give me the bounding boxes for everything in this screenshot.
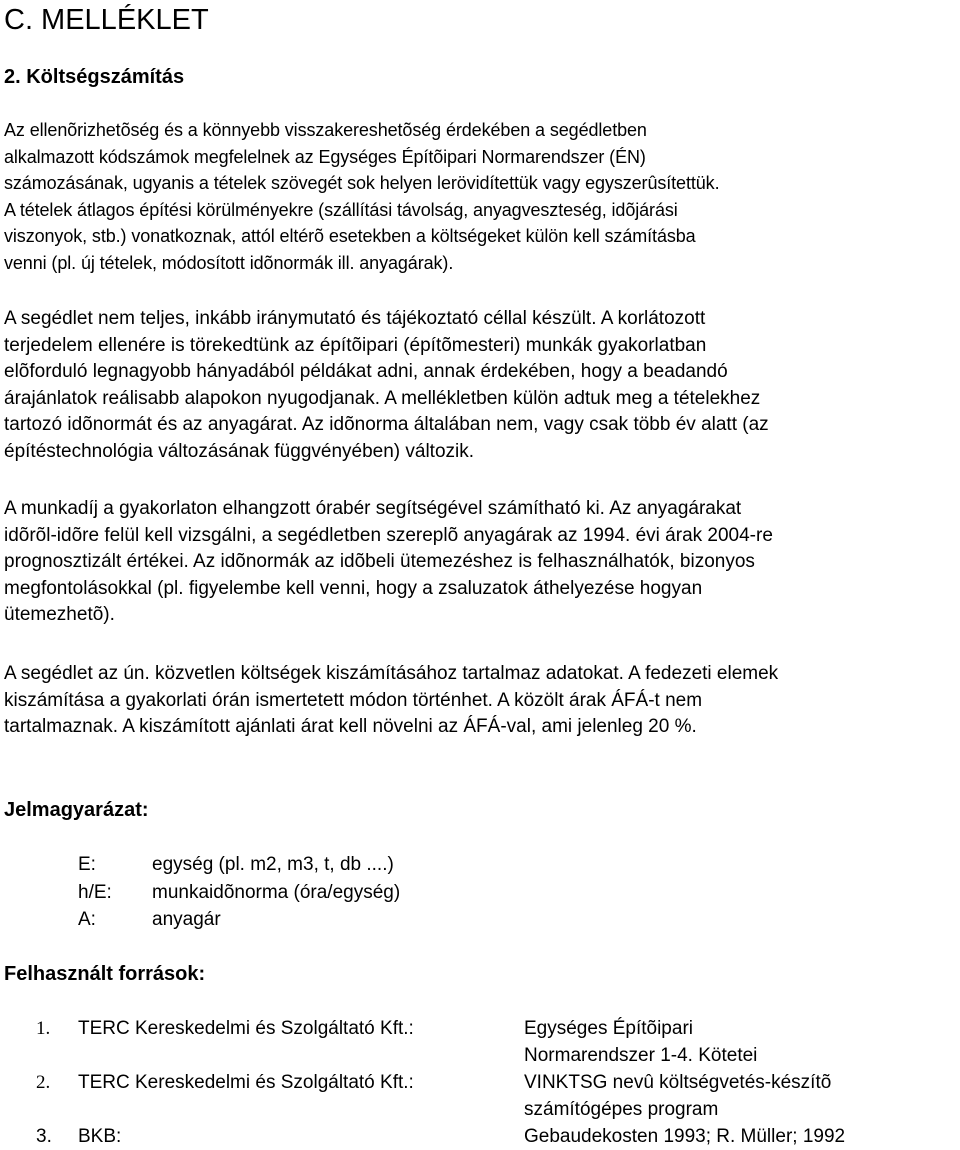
legend-key: E: bbox=[78, 854, 96, 875]
legend-title: Jelmagyarázat: bbox=[4, 799, 149, 821]
appendix-title: C. MELLÉKLET bbox=[4, 4, 209, 36]
legend-value: anyagár bbox=[152, 909, 221, 930]
source-description: Normarendszer 1-4. Kötetei bbox=[524, 1045, 758, 1066]
paragraph-line: Az ellenõrizhetõség és a könnyebb visszakereshetõség érdekében a segédletben bbox=[4, 120, 647, 140]
legend-key: A: bbox=[78, 909, 96, 930]
paragraph-wages bbox=[4, 496, 956, 629]
source-description: Egységes Építõipari bbox=[524, 1018, 693, 1039]
paragraph-line: tartozó idõnormát és az anyagárat. Az idõnorma általában nem, vagy csak több év alatt (az bbox=[4, 414, 769, 436]
source-description: Gebaudekosten 1993; R. Müller; 1992 bbox=[524, 1126, 846, 1147]
paragraph-line: viszonyok, stb.) vonatkoznak, attól eltérõ esetekben a költségeket külön kell számításba bbox=[4, 226, 696, 247]
legend-value: munkaidõnorma (óra/egység) bbox=[152, 882, 401, 903]
paragraph-line: kiszámítása a gyakorlati órán ismertetett módon történhet. A közölt árak ÁFÁ-t nem bbox=[4, 689, 703, 711]
paragraph-line: A tételek átlagos építési körülményekre (szállítási távolság, anyagveszteség, idõjárási bbox=[4, 199, 678, 220]
source-number: 2. bbox=[36, 1072, 51, 1093]
paragraph-scope bbox=[4, 306, 956, 466]
paragraph-line: terjedelem ellenére is törekedtünk az építõipari (építõmesteri) munkák gyakorlatban bbox=[4, 334, 707, 356]
source-name: TERC Kereskedelmi és Szolgáltató Kft.: bbox=[78, 1018, 414, 1039]
paragraph-costs bbox=[4, 661, 956, 741]
source-name: BKB: bbox=[78, 1126, 122, 1147]
paragraph-line: tartalmaznak. A kiszámított ajánlati árat kell növelni az ÁFÁ-val, ami jelenleg 20 %. bbox=[4, 716, 697, 738]
source-number: 1. bbox=[36, 1018, 51, 1039]
paragraph-intro bbox=[4, 117, 956, 277]
paragraph-line: alkalmazott kódszámok megfelelnek az Egységes Építõipari Normarendszer (ÉN) bbox=[4, 146, 646, 167]
paragraph-line: számozásának, ugyanis a tételek szövegét sok helyen lerövidítettük vagy egyszerûsítettük. bbox=[4, 173, 720, 194]
legend-value: egység (pl. m2, m3, t, db ....) bbox=[152, 854, 394, 875]
paragraph-line: A munkadíj a gyakorlaton elhangzott órabér segítségével számítható ki. Az anyagárakat bbox=[4, 498, 742, 519]
sources-title: Felhasznált források: bbox=[4, 963, 206, 985]
source-description: VINKTSG nevû költségvetés-készítõ bbox=[524, 1072, 832, 1093]
source-description: számítógépes program bbox=[524, 1099, 719, 1120]
paragraph-line: A segédlet nem teljes, inkább iránymutató és tájékoztató céllal készült. A korlátozott bbox=[4, 308, 706, 329]
paragraph-line: prognosztizált értékei. Az idõnormák az idõbeli ütemezéshez is felhasználhatók, bizonyos bbox=[4, 551, 755, 573]
paragraph-line: építéstechnológia változásának függvényében) változik. bbox=[4, 440, 475, 462]
paragraph-line: idõrõl-idõre felül kell vizsgálni, a segédletben szereplõ anyagárak az 1994. évi árak 2004-re bbox=[4, 524, 773, 546]
paragraph-line: ütemezhetõ). bbox=[4, 604, 115, 626]
paragraph-line: megfontolásokkal (pl. figyelembe kell venni, hogy a zsaluzatok áthelyezése hogyan bbox=[4, 577, 703, 599]
legend-key: h/E: bbox=[78, 882, 112, 903]
paragraph-line: A segédlet az ún. közvetlen költségek kiszámításához tartalmaz adatokat. A fedezeti elemek bbox=[4, 663, 779, 684]
paragraph-line: árajánlatok reálisabb alapokon nyugodjanak. A mellékletben külön adtuk meg a tételekhez bbox=[4, 387, 761, 409]
source-number: 3. bbox=[36, 1126, 52, 1147]
paragraph-line: elõforduló legnagyobb hányadából példákat adni, annak érdekében, hogy a beadandó bbox=[4, 361, 728, 383]
source-name: TERC Kereskedelmi és Szolgáltató Kft.: bbox=[78, 1072, 414, 1093]
paragraph-line: venni (pl. új tételek, módosított idõnormák ill. anyagárak). bbox=[4, 252, 454, 273]
section-title: 2. Költségszámítás bbox=[4, 66, 185, 88]
